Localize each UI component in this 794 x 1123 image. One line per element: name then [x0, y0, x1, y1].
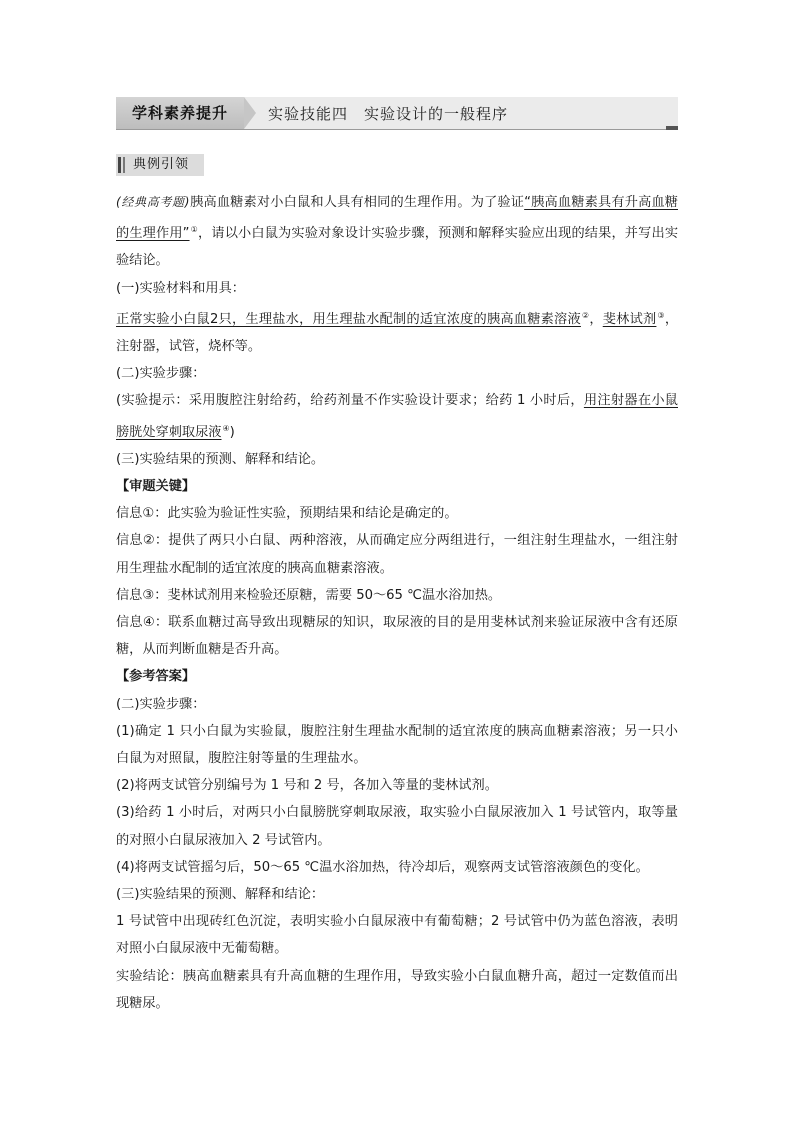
section-bar-icon	[118, 157, 121, 173]
analysis-line: 信息①：此实验为验证性实验，预期结果和结论是确定的。	[116, 506, 458, 522]
banner-corner-mark	[666, 126, 678, 130]
question-paragraph	[116, 189, 678, 275]
banner-tab-arrow	[244, 97, 256, 129]
question-text: 胰高血糖素对小白鼠和人具有相同的生理作用。为了验证	[189, 195, 525, 210]
answer-line: 实验结论：胰高血糖素具有升高血糖的生理作用，导致实验小白鼠血糖升高，超过一定数值而出现糖尿。	[116, 968, 678, 1011]
results-heading: (三)实验结果的预测、解释和结论。	[116, 451, 325, 467]
answer-line: 1 号试管中出现砖红色沉淀，表明实验小白鼠尿液中有葡萄糖；2 号试管中仍为蓝色溶液，表明对照小白鼠尿液中无葡萄糖。	[116, 914, 678, 957]
answer-heading: 【参考答案】	[116, 669, 196, 685]
underlined-materials: 正常实验小白鼠2只，生理盐水，用生理盐水配制的适宜浓度的胰高血糖素溶液	[116, 311, 581, 327]
answer-line: (3)给药 1 小时后，对两只小白鼠膀胱穿刺取尿液，取实验小白鼠尿液加入 1 号试管内，取等量的对照小白鼠尿液加入 2 号试管内。	[116, 805, 678, 848]
steps-hint	[116, 387, 678, 445]
underlined-reagent: 斐林试剂	[602, 311, 657, 327]
document-body	[116, 189, 678, 1017]
hint-end: )	[229, 424, 235, 440]
materials-separator: ，	[589, 311, 603, 327]
materials-end: ，注射器，试管，烧杯等。	[116, 311, 679, 355]
analysis-line: 信息③：斐林试剂用来检验还原糖，需要 50～65 ℃温水浴加热。	[116, 587, 502, 603]
section-bar-icon	[123, 157, 125, 173]
answer-line: (1)确定 1 只小白鼠为实验鼠，腹腔注射生理盐水配制的适宜浓度的胰高血糖素溶液；另一只小白鼠为对照鼠，腹腔注射等量的生理盐水。	[116, 723, 678, 767]
question-text-end: ，请以小白鼠为实验对象设计实验步骤，预测和解释实验应出现的结果，并写出实验结论。	[116, 226, 679, 269]
marker-4: ④	[222, 423, 230, 433]
steps-heading: (二)实验步骤：	[116, 366, 206, 382]
materials-heading: (一)实验材料和用具：	[116, 280, 245, 296]
section-label-box	[116, 154, 204, 176]
banner-underline	[116, 129, 672, 130]
page-title: 实验技能四 实验设计的一般程序	[268, 105, 509, 123]
marker-3: ③	[657, 310, 665, 320]
marker-2: ②	[581, 310, 590, 320]
underlined-key-phrase: “胰高血糖素具有升高血糖的生理作用”	[116, 195, 678, 242]
header-banner	[116, 97, 678, 133]
banner-tab-label: 学科素养提升	[131, 104, 228, 122]
answer-line: (二)实验步骤：	[116, 696, 206, 712]
analysis-line: 信息④：联系血糖过高导致出现糖尿的知识，取尿液的目的是用斐林试剂来验证尿液中含有还原糖，从而判断血糖是否升高。	[116, 615, 678, 658]
analysis-heading: 【审题关键】	[116, 479, 196, 495]
source-tag: (经典高考题)	[116, 195, 190, 209]
section-label: 典例引领	[133, 157, 190, 172]
answer-line: (4)将两支试管摇匀后，50～65 ℃温水浴加热，待冷却后，观察两支试管溶液颜色的变化。	[116, 859, 649, 875]
materials-paragraph	[116, 302, 678, 360]
answer-line: (2)将两支试管分别编号为 1 号和 2 号，各加入等量的斐林试剂。	[116, 778, 498, 794]
answer-line: (三)实验结果的预测、解释和结论：	[116, 887, 325, 903]
underlined-hint: 用注射器在小鼠膀胱处穿刺取尿液	[116, 393, 678, 440]
hint-text: (实验提示：采用腹腔注射给药，给药剂量不作实验设计要求；给药 1 小时后，	[116, 393, 584, 409]
marker-1: ①	[190, 225, 199, 235]
analysis-line: 信息②：提供了两只小白鼠、两种溶液，从而确定应分两组进行，一组注射生理盐水，一组注射用生理盐水配制的适宜浓度的胰高血糖素溶液。	[116, 533, 678, 576]
